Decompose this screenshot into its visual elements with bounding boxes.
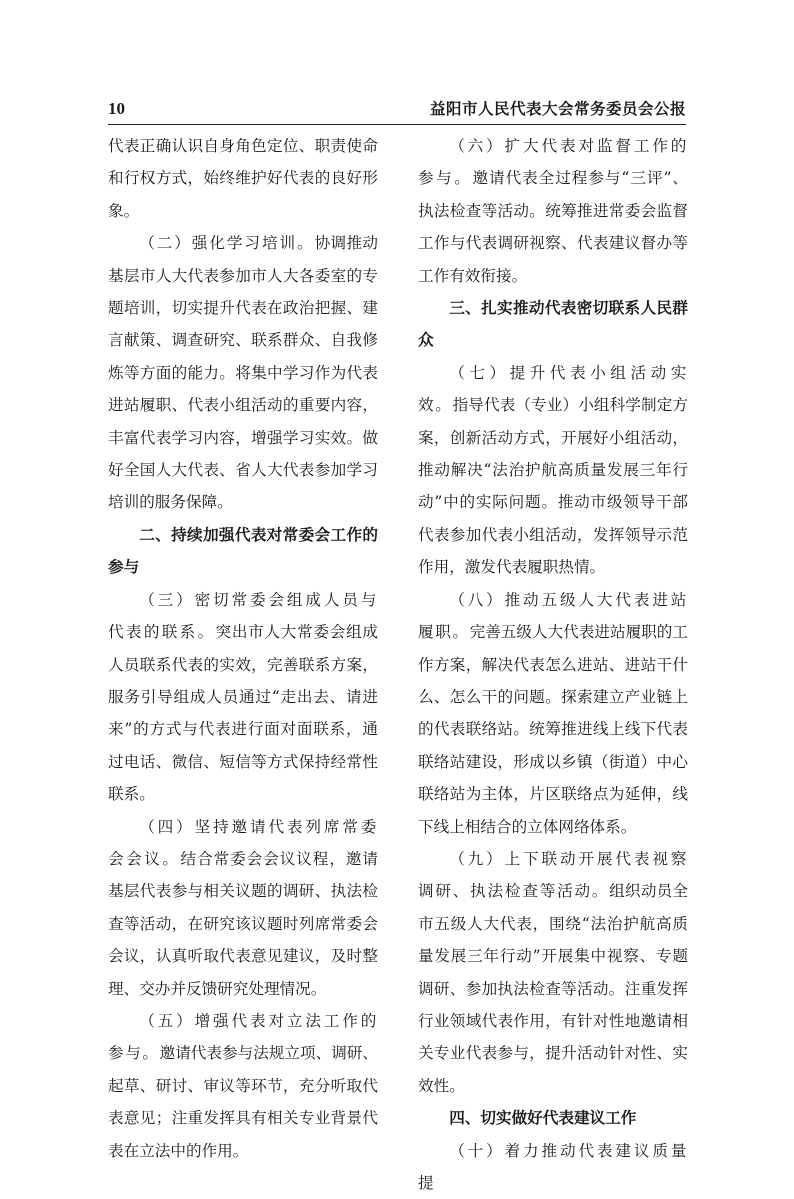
subhead-contact-members: （三）密切常委会组成人员与代表的联系。 xyxy=(108,590,378,642)
paragraph-attend-meetings xyxy=(108,811,378,1005)
subhead-inspection: （九）上下联动开展代表视察调研、执法检查等活动。 xyxy=(418,849,688,901)
paragraph-body: 突出市人大常委会组成人员联系代表的实效，完善联系方案，服务引导组成人员通过“走出去、请进来”的方式与代表进行面对面联系，通过电话、微信、短信等方式保持经常性联系。 xyxy=(108,623,378,804)
section-heading-2: 二、持续加强代表对常委会工作的参与 xyxy=(108,525,378,577)
section-heading-4: 四、切实做好代表建议工作 xyxy=(449,1109,637,1128)
paragraph-body: 指导代表（专业）小组科学制定方案，创新活动方式，开展好小组活动，推动解决“法治护航高质量发展三年行动”中的实际问题。推动市级领导干部代表参加代表小组活动，发挥领导示范作用，激发代表履职热情。 xyxy=(418,396,688,577)
journal-title: 益阳市人民代表大会常务委员会公报 xyxy=(429,100,686,118)
paragraph-body: 组织动员全市五级人大代表，围绕“法治护航高质量发展三年行动”开展集中视察、专题调研、参加执法检查等活动。注重发挥行业领域代表作用，有针对性地邀请相关专业代表参与，提升活动针对性、实效性。 xyxy=(418,882,688,1095)
paragraph-body: 邀请代表全过程参与“三评”、执法检查等活动。统筹推进常委会监督工作与代表调研视察、代表建议督办等工作有效衔接。 xyxy=(418,169,688,285)
paragraph-body: 结合常委会会议议程，邀请基层代表参与相关议题的调研、执法检查等活动，在研究该议题时列席常委会会议，认真听取代表意见建议，及时整理、交办并反馈研究处理情况。 xyxy=(108,849,378,998)
paragraph-legislation xyxy=(108,1005,378,1167)
subhead-attend-meetings: （四）坚持邀请代表列席常委会会议。 xyxy=(108,817,378,868)
paragraph-body: 完善五级人大代表进站履职的工作方案，解决代表怎么进站、进站干什么、怎么干的问题。探索建立产业链上的代表联络站。统筹推进线上线下代表联络站建设，形成以乡镇（街道）中心联络站为主体，片区联络点为延伸，线下线上相结合的立体网络体系。 xyxy=(418,623,688,836)
paragraph-group-activities xyxy=(418,357,688,584)
page-header xyxy=(108,98,686,125)
paragraph-body: 协调推动基层市人大代表参加市人大各委室的专题培训，切实提升代表在政治把握、建言献策、调查研究、联系群众、自我修炼等方面的能力。将集中学习作为代表进站履职、代表小组活动的重要内容，丰富代表学习内容，增强学习实效。做好全国人大代表、省人大代表参加学习培训的服务保障。 xyxy=(108,234,378,512)
subhead-legislation: （五）增强代表对立法工作的参与。 xyxy=(108,1011,378,1063)
paragraph-proposal-quality xyxy=(418,1135,688,1199)
subhead-study-training: （二）强化学习培训。 xyxy=(139,234,315,253)
subhead-supervision: （六）扩大代表对监督工作的参与。 xyxy=(418,137,688,188)
right-column xyxy=(418,130,688,1199)
paragraph-station-duties xyxy=(418,584,688,843)
section-heading-3: 三、扎实推动代表密切联系人民群众 xyxy=(418,299,688,350)
paragraph-study-training xyxy=(108,227,378,519)
paragraph-contact-members xyxy=(108,584,378,811)
subhead-group-activities: （七）提升代表小组活动实效。 xyxy=(418,363,688,415)
paragraph-body: 邀请代表参与法规立项、调研、起草、研讨、审议等环节，充分听取代表意见；注重发挥具有相关专业背景代表在立法中的作用。 xyxy=(108,1044,378,1160)
paragraph-supervision xyxy=(418,130,688,292)
paragraph-continuation: 代表正确认识自身角色定位、职责使命和行权方式，始终维护好代表的良好形象。 xyxy=(108,137,378,220)
page-number: 10 xyxy=(108,99,125,118)
subhead-station-duties: （八）推动五级人大代表进站履职。 xyxy=(418,590,688,642)
subhead-proposal-quality: （十）着力推动代表建议质量提 xyxy=(418,1141,688,1192)
paragraph-inspection xyxy=(418,843,688,1102)
left-column xyxy=(108,130,378,1167)
